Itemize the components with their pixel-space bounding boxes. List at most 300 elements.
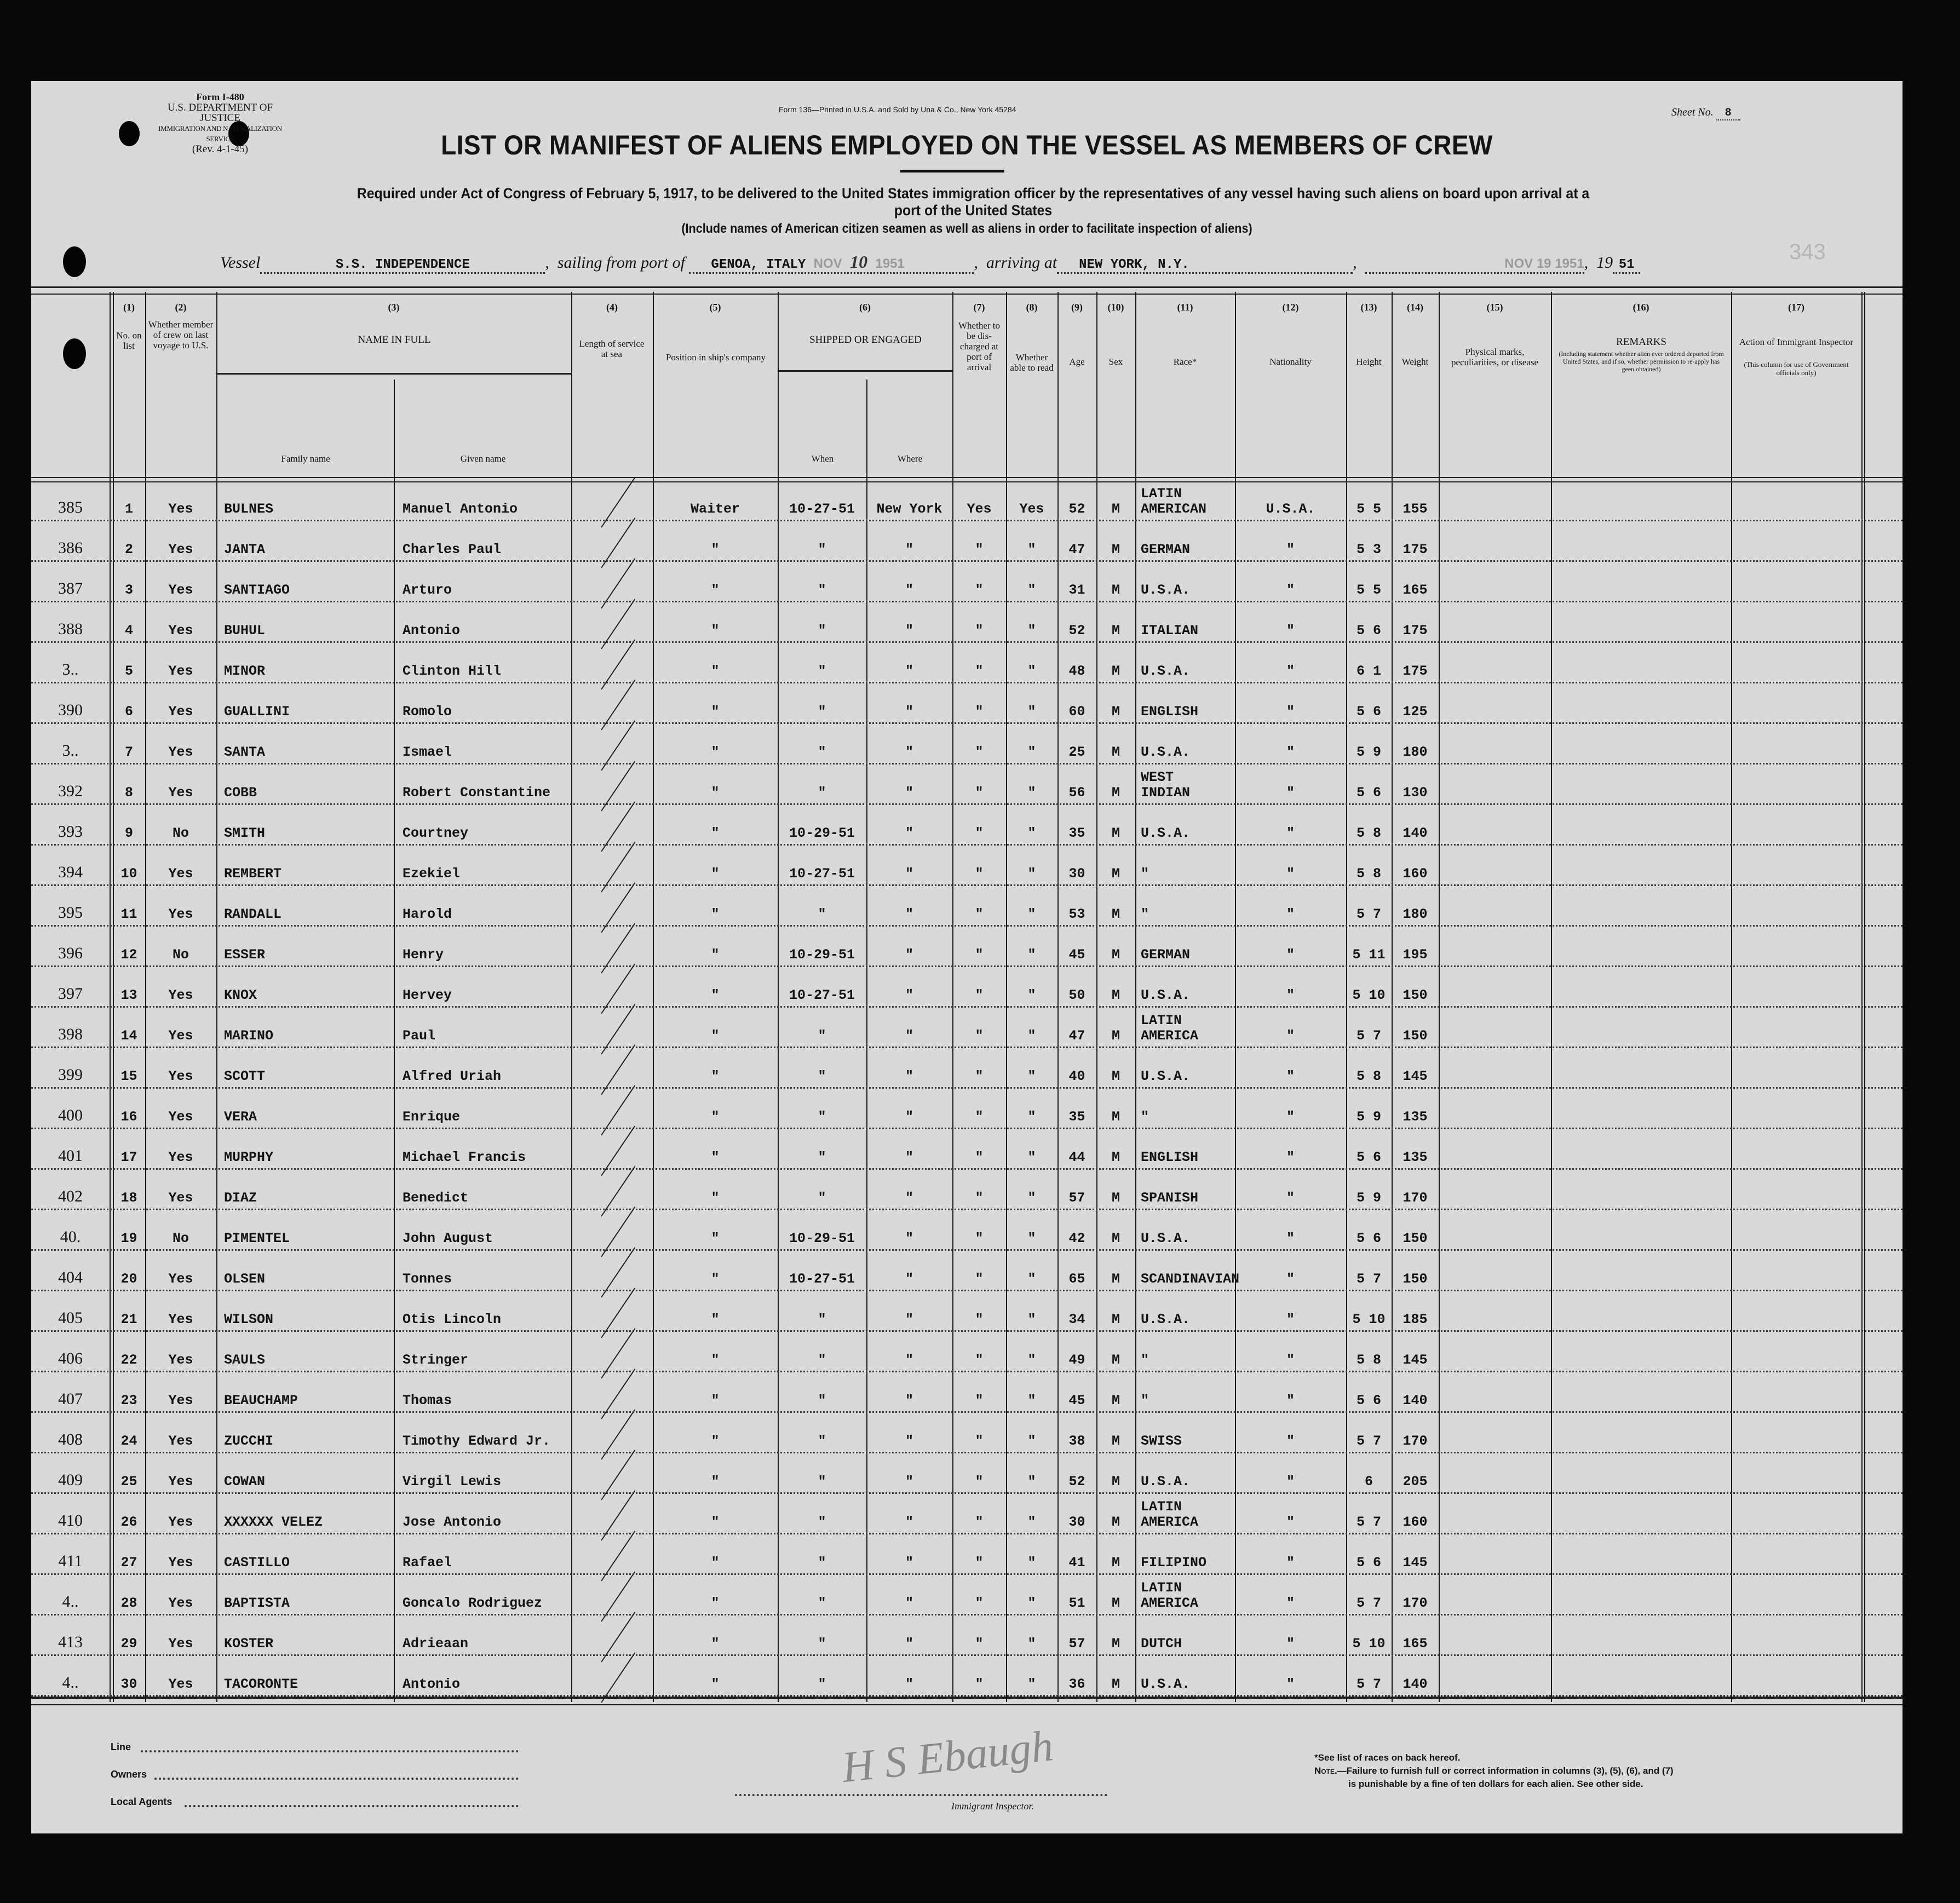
col-header-weight: Weight — [1401, 357, 1429, 367]
cell-no: 17 — [120, 1149, 137, 1165]
cell-discharged: " — [975, 1231, 984, 1246]
cell-where: " — [905, 1393, 913, 1408]
cell-margin: 3.. — [62, 660, 79, 679]
cell-age: 53 — [1068, 906, 1085, 922]
cell-race — [1141, 1150, 1235, 1165]
cell-where: " — [905, 542, 913, 557]
table-row — [31, 967, 1902, 1008]
cell-family: BEAUCHAMP — [224, 1393, 298, 1408]
cell-height: 5 10 — [1352, 1636, 1386, 1652]
race-line: U.S.A. — [1141, 1676, 1191, 1692]
cell-discharged: " — [975, 1555, 984, 1571]
cell-given: Ezekiel — [403, 866, 461, 882]
cell-family: KOSTER — [224, 1636, 274, 1652]
table-row — [31, 724, 1902, 764]
cell-age: 38 — [1068, 1433, 1085, 1449]
cell-read: " — [1027, 1474, 1036, 1490]
cell-height: 5 7 — [1356, 1433, 1381, 1449]
cell-family: BUHUL — [224, 623, 266, 639]
cell-no: 5 — [124, 663, 133, 679]
cell-discharged: " — [975, 1271, 984, 1287]
cell-discharged: " — [975, 623, 984, 639]
cell-when: " — [818, 1433, 826, 1449]
cell-when: 10-29-51 — [789, 1231, 855, 1246]
cell-read: " — [1027, 987, 1036, 1003]
cell-margin: 386 — [58, 539, 83, 557]
cell-when: 10-27-51 — [789, 866, 855, 882]
cell-given: Antonio — [403, 623, 461, 639]
race-line: " — [1141, 906, 1149, 922]
cell-sex: M — [1111, 906, 1120, 922]
cell-when: " — [818, 1474, 826, 1490]
cell-given: Ismael — [403, 744, 452, 760]
cell-given: Enrique — [403, 1109, 461, 1125]
cell-where: " — [905, 1271, 913, 1287]
cell-race — [1141, 1474, 1235, 1490]
cell-sex: M — [1111, 582, 1120, 598]
race-line: U.S.A. — [1141, 582, 1191, 598]
cell-where: " — [905, 1636, 913, 1652]
cell-position: " — [711, 1109, 720, 1125]
cell-margin: 405 — [58, 1309, 83, 1327]
cell-where: " — [905, 582, 913, 598]
footer-owners-label: Owners — [111, 1769, 147, 1780]
cell-nationality: " — [1286, 866, 1295, 882]
cell-height: 5 6 — [1356, 1231, 1381, 1246]
race-line: U.S.A. — [1141, 987, 1191, 1003]
cell-where: " — [905, 1109, 913, 1125]
table-row — [31, 683, 1902, 724]
cell-margin: 409 — [58, 1471, 83, 1489]
department: U.S. DEPARTMENT OF JUSTICE — [167, 102, 273, 124]
cell-height: 5 7 — [1356, 1595, 1381, 1611]
cell-position: " — [711, 744, 720, 760]
cell-age: 45 — [1068, 947, 1085, 963]
race-line: GERMAN — [1141, 947, 1191, 963]
cell-given: Romolo — [403, 704, 452, 720]
sailing-stamp-month: NOV — [813, 256, 842, 271]
cell-height: 5 7 — [1356, 1676, 1381, 1692]
cell-weight: 175 — [1403, 623, 1428, 639]
cell-age: 40 — [1068, 1068, 1085, 1084]
sailing-stamp-year: 1951 — [875, 256, 905, 271]
cell-given: Jose Antonio — [403, 1514, 502, 1530]
race-line: AMERICAN — [1141, 501, 1207, 517]
cell-family: OLSEN — [224, 1271, 266, 1287]
col-num-7: (7) — [973, 302, 985, 313]
cell-where: " — [905, 1595, 913, 1611]
cell-weight: 180 — [1403, 744, 1428, 760]
cell-weight: 195 — [1403, 947, 1428, 963]
table-row — [31, 481, 1902, 521]
cell-family: ZUCCHI — [224, 1433, 274, 1449]
cell-race — [1141, 907, 1235, 922]
cell-discharged: " — [975, 1636, 984, 1652]
col-num-11: (11) — [1177, 302, 1193, 313]
cell-height: 5 6 — [1356, 704, 1381, 720]
port-to: NEW YORK, N.Y. — [1057, 257, 1353, 274]
fine-note-2: is punishable by a fine of ten dollars for each alien. See other side. — [1348, 1779, 1643, 1789]
cell-weight: 150 — [1403, 987, 1428, 1003]
cell-position: " — [711, 866, 720, 882]
cell-where: " — [905, 1068, 913, 1084]
cell-margin: 404 — [58, 1268, 83, 1286]
table-row — [31, 764, 1902, 805]
cell-given: Timothy Edward Jr. — [403, 1433, 551, 1449]
cell-where: " — [905, 866, 913, 882]
cell-read: " — [1027, 663, 1036, 679]
race-line: LATIN — [1141, 1013, 1182, 1028]
race-line: ENGLISH — [1141, 1149, 1199, 1165]
sheet-value: 8 — [1716, 107, 1740, 120]
cell-age: 35 — [1068, 825, 1085, 841]
cell-age: 47 — [1068, 1028, 1085, 1044]
cell-given: Clinton Hill — [403, 663, 502, 679]
cell-no: 19 — [120, 1231, 137, 1246]
cell-read: " — [1027, 704, 1036, 720]
cell-height: 5 11 — [1352, 947, 1386, 963]
cell-weight: 175 — [1403, 663, 1428, 679]
cell-no: 23 — [120, 1393, 137, 1408]
cell-family: SMITH — [224, 825, 266, 841]
cell-read: " — [1027, 825, 1036, 841]
cell-weight: 150 — [1403, 1028, 1428, 1044]
cell-sex: M — [1111, 1149, 1120, 1165]
cell-given: Courtney — [403, 825, 469, 841]
cell-height: 5 6 — [1356, 1555, 1381, 1571]
cell-family: DIAZ — [224, 1190, 257, 1206]
cell-last-voyage: Yes — [168, 1190, 193, 1206]
cell-height: 5 5 — [1356, 582, 1381, 598]
cell-when: " — [818, 1636, 826, 1652]
sheet-label: Sheet No. — [1671, 106, 1714, 118]
cell-position: " — [711, 623, 720, 639]
subtitle-line-2: port of the United States — [894, 202, 1053, 219]
cell-sex: M — [1111, 744, 1120, 760]
cell-margin: 40. — [60, 1228, 81, 1246]
form-number: Form I-480 — [196, 91, 244, 102]
cell-no: 30 — [120, 1676, 137, 1692]
cell-no: 25 — [120, 1474, 137, 1490]
race-line: AMERICA — [1141, 1595, 1199, 1611]
cell-position: " — [711, 1271, 720, 1287]
cell-when: " — [818, 906, 826, 922]
table-row — [31, 1656, 1902, 1697]
cell-given: Henry — [403, 947, 444, 963]
cell-last-voyage: Yes — [168, 704, 193, 720]
cell-last-voyage: Yes — [168, 1149, 193, 1165]
cell-age: 50 — [1068, 987, 1085, 1003]
cell-where: " — [905, 1231, 913, 1246]
cell-where: " — [905, 663, 913, 679]
cell-weight: 140 — [1403, 1393, 1428, 1408]
cell-read: " — [1027, 744, 1036, 760]
signature-line — [735, 1794, 1107, 1796]
cell-age: 34 — [1068, 1312, 1085, 1327]
cell-weight: 160 — [1403, 866, 1428, 882]
cell-given: Tonnes — [403, 1271, 452, 1287]
col-header-where: Where — [897, 453, 923, 464]
race-line: DUTCH — [1141, 1636, 1182, 1652]
col-num-1: (1) — [123, 302, 135, 313]
cell-last-voyage: Yes — [168, 1068, 193, 1084]
cell-no: 21 — [120, 1312, 137, 1327]
cell-race — [1141, 1580, 1235, 1611]
cell-age: 52 — [1068, 623, 1085, 639]
cell-no: 6 — [124, 704, 133, 720]
cell-margin: 399 — [58, 1066, 83, 1084]
cell-where: " — [905, 1555, 913, 1571]
cell-race — [1141, 704, 1235, 720]
table-row — [31, 886, 1902, 927]
cell-nationality: " — [1286, 1474, 1295, 1490]
sheet-number — [1671, 106, 1740, 119]
cell-no: 1 — [124, 501, 133, 517]
cell-given: Goncalo Rodriguez — [403, 1595, 543, 1611]
cell-when: " — [818, 744, 826, 760]
cell-where: " — [905, 1433, 913, 1449]
cell-race — [1141, 745, 1235, 760]
cell-nationality: " — [1286, 542, 1295, 557]
col-header-physical-marks: Physical marks, peculiarities, or disease — [1451, 347, 1539, 367]
cell-given: Alfred Uriah — [403, 1068, 502, 1084]
cell-where: " — [905, 1352, 913, 1368]
cell-position: " — [711, 947, 720, 963]
cell-race — [1141, 1312, 1235, 1327]
crew-manifest-table — [31, 286, 1902, 1702]
col-header-no-on-list: No. on list — [116, 330, 142, 351]
cell-position: " — [711, 1555, 720, 1571]
manifest-sheet — [31, 81, 1902, 1833]
cell-no: 7 — [124, 744, 133, 760]
cell-weight: 150 — [1403, 1271, 1428, 1287]
printer-line: Form 136—Printed in U.S.A. and Sold by Una & Co., New York 45284 — [779, 105, 1016, 114]
cell-where: " — [905, 744, 913, 760]
inspector-signature: H S Ebaugh — [840, 1722, 1056, 1792]
cell-height: 5 7 — [1356, 906, 1381, 922]
cell-where: " — [905, 1474, 913, 1490]
vessel-name: S.S. INDEPENDENCE — [260, 257, 545, 274]
punch-hole — [63, 246, 86, 277]
cell-nationality: " — [1286, 663, 1295, 679]
cell-race — [1141, 1069, 1235, 1084]
table-row — [31, 927, 1902, 967]
cell-where: " — [905, 1676, 913, 1692]
cell-position: " — [711, 1312, 720, 1327]
race-line: AMERICA — [1141, 1514, 1199, 1530]
cell-read: " — [1027, 1636, 1036, 1652]
cell-sex: M — [1111, 1190, 1120, 1206]
port-from: GENOA, ITALY — [711, 257, 806, 272]
cell-where: " — [905, 704, 913, 720]
cell-age: 49 — [1068, 1352, 1085, 1368]
cell-when: " — [818, 1068, 826, 1084]
cell-when: " — [818, 1352, 826, 1368]
table-top-rule — [31, 286, 1902, 295]
cell-position: Waiter — [690, 501, 740, 517]
race-line: INDIAN — [1141, 785, 1191, 801]
cell-read: " — [1027, 1231, 1036, 1246]
col-num-3: (3) — [388, 302, 400, 313]
cell-position: " — [711, 1595, 720, 1611]
note-lead: Note. — [1314, 1766, 1337, 1776]
cell-last-voyage: No — [172, 947, 189, 963]
arrival-date-field — [1365, 256, 1584, 274]
cell-position: " — [711, 663, 720, 679]
col-header-height: Height — [1356, 357, 1382, 367]
cell-weight: 145 — [1403, 1555, 1428, 1571]
table-row — [31, 1615, 1902, 1656]
cell-nationality: " — [1286, 987, 1295, 1003]
cell-position: " — [711, 1028, 720, 1044]
cell-discharged: " — [975, 785, 984, 801]
cell-given: Otis Lincoln — [403, 1312, 502, 1327]
cell-family: SCOTT — [224, 1068, 266, 1084]
cell-last-voyage: Yes — [168, 1514, 193, 1530]
cell-last-voyage: Yes — [168, 1352, 193, 1368]
cell-read: " — [1027, 1271, 1036, 1287]
cell-last-voyage: Yes — [168, 1636, 193, 1652]
cell-last-voyage: Yes — [168, 623, 193, 639]
cell-read: " — [1027, 947, 1036, 963]
cell-sex: M — [1111, 1393, 1120, 1408]
table-row — [31, 1048, 1902, 1089]
race-line: ITALIAN — [1141, 623, 1199, 639]
cell-read: " — [1027, 1068, 1036, 1084]
col-header-shipped-or-engaged: SHIPPED OR ENGAGED — [809, 334, 922, 346]
vessel-label: Vessel — [220, 254, 261, 272]
cell-height: 5 7 — [1356, 1514, 1381, 1530]
cell-race — [1141, 486, 1235, 517]
cell-margin: 395 — [58, 904, 83, 922]
races-note: *See list of races on back hereof. — [1314, 1752, 1461, 1763]
race-line: LATIN — [1141, 486, 1182, 502]
col-header-remarks: REMARKS — [1616, 336, 1666, 348]
cell-read: " — [1027, 1433, 1036, 1449]
cell-no: 29 — [120, 1636, 137, 1652]
arriving-label: arriving at — [986, 254, 1057, 272]
cell-sex: M — [1111, 704, 1120, 720]
footer-line-label: Line — [111, 1741, 131, 1752]
cell-last-voyage: Yes — [168, 744, 193, 760]
year-prefix: 19 — [1596, 254, 1613, 272]
cell-family: SANTA — [224, 744, 266, 760]
col-header-inspector-note: (This column for use of Government officials only) — [1744, 360, 1849, 377]
cell-given: Robert Constantine — [403, 785, 551, 801]
cell-family: WILSON — [224, 1312, 274, 1327]
cell-race — [1141, 1231, 1235, 1246]
cell-age: 25 — [1068, 744, 1085, 760]
cell-family: RANDALL — [224, 906, 282, 922]
cell-sex: M — [1111, 1595, 1120, 1611]
owners-field[interactable] — [154, 1778, 519, 1780]
cell-given: Charles Paul — [403, 542, 502, 557]
race-line: U.S.A. — [1141, 825, 1191, 841]
cell-height: 5 7 — [1356, 1028, 1381, 1044]
cell-weight: 205 — [1403, 1474, 1428, 1490]
cell-position: " — [711, 906, 720, 922]
cell-margin: 390 — [58, 701, 83, 719]
cell-height: 5 9 — [1356, 1109, 1381, 1125]
shipped-subheader-rule — [779, 370, 952, 372]
line-field[interactable] — [141, 1750, 519, 1752]
cell-age: 41 — [1068, 1555, 1085, 1571]
cell-weight: 175 — [1403, 542, 1428, 557]
cell-margin: 408 — [58, 1430, 83, 1448]
cell-race — [1141, 664, 1235, 679]
cell-discharged: " — [975, 744, 984, 760]
race-line: " — [1141, 1352, 1149, 1368]
agents-field[interactable] — [185, 1805, 519, 1807]
cell-discharged: " — [975, 582, 984, 598]
cell-given: Benedict — [403, 1190, 469, 1206]
cell-no: 2 — [124, 542, 133, 557]
cell-sex: M — [1111, 623, 1120, 639]
cell-height: 6 — [1364, 1474, 1373, 1490]
cell-position: " — [711, 1514, 720, 1530]
cell-given: Paul — [403, 1028, 436, 1044]
cell-nationality: " — [1286, 1149, 1295, 1165]
cell-weight: 140 — [1403, 825, 1428, 841]
table-row — [31, 1170, 1902, 1210]
cell-position: " — [711, 1676, 720, 1692]
cell-race — [1141, 623, 1235, 639]
cell-sex: M — [1111, 1433, 1120, 1449]
cell-when: " — [818, 1028, 826, 1044]
cell-family: JANTA — [224, 542, 266, 557]
cell-no: 27 — [120, 1555, 137, 1571]
race-line: U.S.A. — [1141, 1474, 1191, 1490]
col-header-remarks-note: (Including statement whether alien ever ordered deported from United States, and if so, whether permission to re-apply has geen obtained) — [1559, 350, 1724, 373]
cell-height: 5 8 — [1356, 825, 1381, 841]
cell-discharged: " — [975, 1109, 984, 1125]
cell-given: Harold — [403, 906, 452, 922]
cell-height: 5 3 — [1356, 542, 1381, 557]
inspector-label: Immigrant Inspector. — [951, 1801, 1034, 1812]
cell-nationality: " — [1286, 906, 1295, 922]
cell-sex: M — [1111, 1555, 1120, 1571]
race-line: SWISS — [1141, 1433, 1182, 1449]
cell-sex: M — [1111, 1068, 1120, 1084]
cell-where: " — [905, 987, 913, 1003]
cell-nationality: " — [1286, 1068, 1295, 1084]
cell-race — [1141, 1677, 1235, 1692]
port-from-field — [689, 252, 974, 274]
cell-when: " — [818, 623, 826, 639]
cell-position: " — [711, 1352, 720, 1368]
cell-sex: M — [1111, 1271, 1120, 1287]
cell-last-voyage: Yes — [168, 785, 193, 801]
col-header-able-to-read: Whether able to read — [1010, 352, 1054, 373]
race-line: U.S.A. — [1141, 744, 1191, 760]
revision: (Rev. 4-1-45) — [192, 143, 249, 155]
col-header-given-name: Given name — [460, 453, 506, 464]
cell-margin: 410 — [58, 1511, 83, 1530]
cell-discharged: " — [975, 1474, 984, 1490]
cell-where: " — [905, 1312, 913, 1327]
cell-age: 31 — [1068, 582, 1085, 598]
cell-last-voyage: Yes — [168, 1393, 193, 1408]
cell-when: " — [818, 1109, 826, 1125]
cell-weight: 170 — [1403, 1190, 1428, 1206]
cell-margin: 3.. — [62, 741, 79, 760]
race-line: FILIPINO — [1141, 1555, 1207, 1571]
arrival-stamp: NOV 19 1951 — [1504, 256, 1584, 271]
note-text: —Failure to furnish full or correct information in columns (3), (5), (6), and (7) — [1337, 1766, 1674, 1776]
cell-age: 60 — [1068, 704, 1085, 720]
cell-discharged: " — [975, 1595, 984, 1611]
cell-when: " — [818, 1595, 826, 1611]
